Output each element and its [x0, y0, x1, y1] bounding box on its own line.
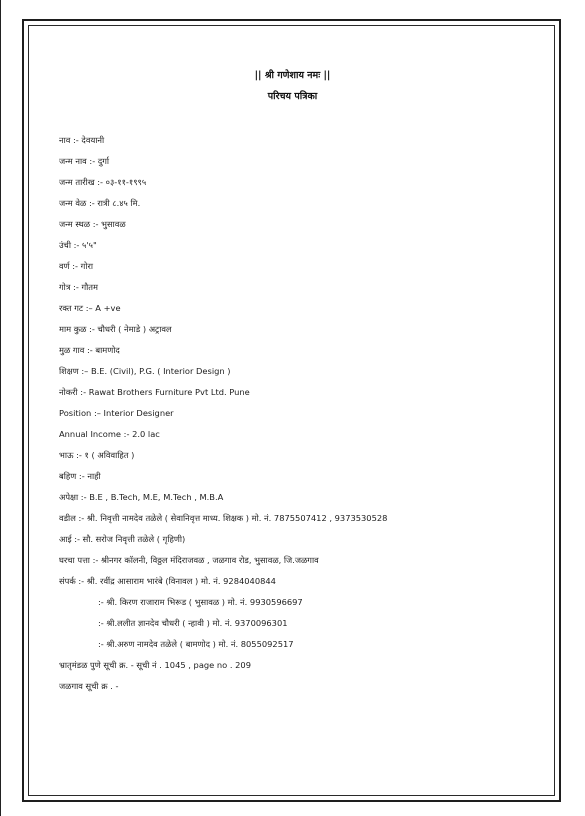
document-title: परिचय पत्रिका: [267, 91, 318, 102]
field-job: नोकरी :- Rawat Brothers Furniture Pvt Ltd. Pune: [59, 387, 250, 397]
field-contact-1: संपर्क :- श्री. रवींद्र आसाराम भारंबे (विनावल ) मो. नं. 9284040844: [59, 576, 276, 586]
field-contact-2: :- श्री. किरण राजाराम भिरूड ( भुसावळ ) मो. नं. 9930596697: [98, 597, 303, 607]
field-education: शिक्षण :– B.E. (Civil), P.G. ( Interior Design ): [59, 366, 231, 376]
field-birth-time: जन्म वेळ :- रात्री ८.४५ मि.: [59, 198, 141, 208]
field-name: नाव :- देवयानी: [59, 135, 105, 145]
field-gotra: गोत्र :- गौतम: [59, 282, 98, 292]
field-contact-3: :- श्री.ललीत ज्ञानदेव चौधरी ( न्हावी ) मो. नं. 9370096301: [98, 618, 288, 628]
viewer-left-edge: [0, 0, 1, 816]
field-father: वडील :- श्री. निवृत्ती नामदेव तळेले ( सेवानिवृत्त माध्य. शिक्षक ) मो. नं. 7875507412 , 9373530528: [59, 513, 388, 523]
field-native-village: मुळ गाव :- बामणोद: [59, 345, 120, 355]
field-birth-place: जन्म स्थळ :- भुसावळ: [59, 219, 126, 229]
field-pune-registry: भ्रातृमंडळ पुणे सूची क्र. - सूची नं . 1045 , page no . 209: [59, 660, 251, 670]
field-address: घरचा पत्ता :- श्रीनगर कॉलनी, विठ्ठल मंदिराजवळ , जळगाव रोड, भुसावळ, जि.जळगाव: [59, 555, 319, 565]
field-jalgaon-registry: जळगाव सूची क्र . -: [59, 681, 119, 691]
field-brother: भाऊ :- १ ( अविवाहित ): [59, 450, 135, 460]
field-mother: आई :- सौ. सरोज निवृत्ती तळेले ( गृहिणी): [59, 534, 186, 544]
field-birth-name: जन्म नाव :- दुर्गा: [59, 156, 110, 166]
field-annual-income: Annual Income :- 2.0 lac: [59, 429, 160, 439]
field-maternal-clan: माम कुळ :- चौधरी ( नेमाडे ) अट्रावल: [59, 324, 172, 334]
field-birth-date: जन्म तारीख :- ०३-११-१९९५: [59, 177, 147, 187]
field-sister: बहिण :- नाही: [59, 471, 101, 481]
field-contact-4: :- श्री.अरुण नामदेव तळेले ( बामणोद ) मो. नं. 8055092517: [98, 639, 294, 649]
field-expectation: अपेक्षा :- B.E , B.Tech, M.E, M.Tech , M.B.A: [59, 492, 224, 502]
field-position: Position :– Interior Designer: [59, 408, 174, 418]
field-blood-group: रक्त गट :– A +ve: [59, 303, 121, 313]
field-height: उंची :- ५'५": [59, 240, 97, 250]
field-complexion: वर्ण :- गोरा: [59, 261, 94, 271]
invocation-heading: || श्री गणेशाय नमः ||: [254, 70, 331, 81]
